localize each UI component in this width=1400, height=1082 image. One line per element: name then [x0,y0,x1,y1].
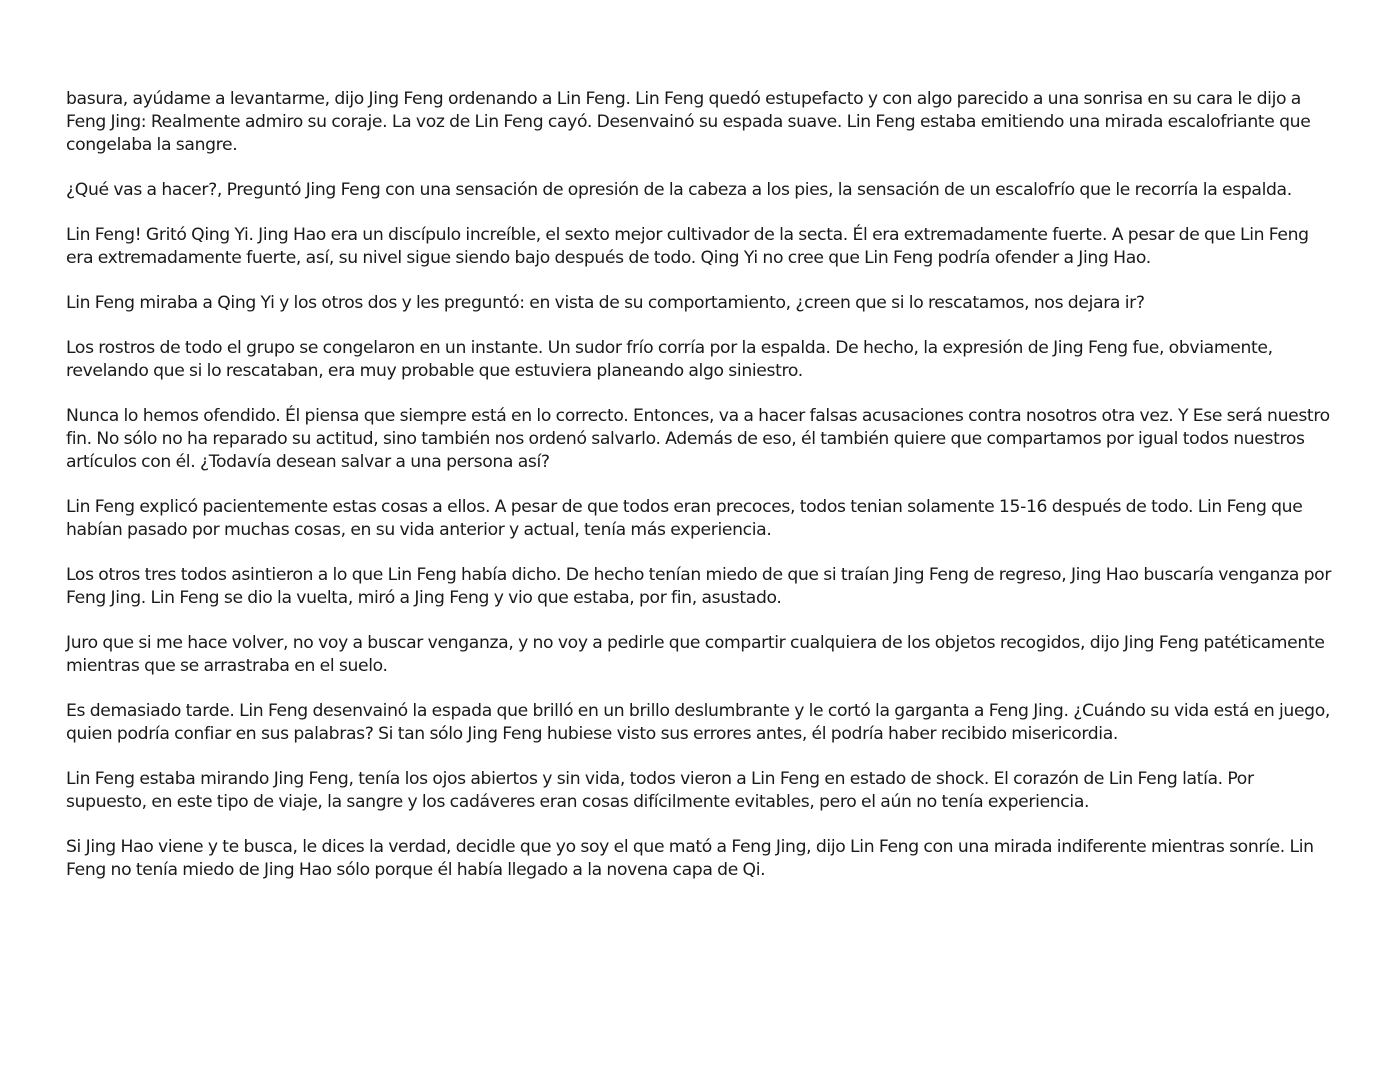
paragraph-12: Si Jing Hao viene y te busca, le dices la verdad, decidle que yo soy el que mató a Feng Jing, dijo Lin Feng con una mirada indiferente mientras sonríe. Lin Feng no tenía miedo de Jing Hao sólo porque él había llegado a la novena capa de Qi. [66,837,1314,880]
paragraph-6: Nunca lo hemos ofendido. Él piensa que siempre está en lo correcto. Entonces, va a hacer falsas acusaciones contra nosotros otra vez. Y Ese será nuestro fin. No sólo no ha reparado su actitud, sino también nos ordenó salvarlo. Además de eso, él también quiere que compartamos por igual todos nuestros artículos con él. ¿Todavía desean salvar a una persona así? [66,406,1330,472]
paragraph-10: Es demasiado tarde. Lin Feng desenvainó la espada que brilló en un brillo deslumbrante y le cortó la garganta a Feng Jing. ¿Cuándo su vida está en juego, quien podría confiar en sus palabras? Si tan sólo Jing Feng hubiese visto sus errores antes, él podría haber recibido misericordia. [66,701,1331,744]
paragraph-2: ¿Qué vas a hacer?, Preguntó Jing Feng con una sensación de opresión de la cabeza a los pies, la sensación de un escalofrío que le recorría la espalda. [66,180,1292,200]
paragraph-3: Lin Feng! Gritó Qing Yi. Jing Hao era un discípulo increíble, el sexto mejor cultivador de la secta. Él era extremadamente fuerte. A pesar de que Lin Feng era extremadamente fuerte, así, su nivel sigue siendo bajo después de todo. Qing Yi no cree que Lin Feng podría ofender a Jing Hao. [66,225,1309,268]
paragraph-5: Los rostros de todo el grupo se congelaron en un instante. Un sudor frío corría por la espalda. De hecho, la expresión de Jing Feng fue, obviamente, revelando que si lo rescataban, era muy probable que estuviera planeando algo siniestro. [66,338,1273,381]
paragraph-8: Los otros tres todos asintieron a lo que Lin Feng había dicho. De hecho tenían miedo de que si traían Jing Feng de regreso, Jing Hao buscaría venganza por Feng Jing. Lin Feng se dio la vuelta, miró a Jing Feng y vio que estaba, por fin, asustado. [66,565,1332,608]
paragraph-4: Lin Feng miraba a Qing Yi y los otros dos y les preguntó: en vista de su comportamiento, ¿creen que si lo rescatamos, nos dejara ir? [66,293,1145,313]
document-page [66,88,1334,904]
paragraph-11: Lin Feng estaba mirando Jing Feng, tenía los ojos abiertos y sin vida, todos vieron a Lin Feng en estado de shock. El corazón de Lin Feng latía. Por supuesto, en este tipo de viaje, la sangre y los cadáveres eran cosas difícilmente evitables, pero el aún no tenía experiencia. [66,769,1254,812]
paragraph-1: basura, ayúdame a levantarme, dijo Jing Feng ordenando a Lin Feng. Lin Feng quedó estupefacto y con algo parecido a una sonrisa en su cara le dijo a Feng Jing: Realmente admiro su coraje. La voz de Lin Feng cayó. Desenvainó su espada suave. Lin Feng estaba emitiendo una mirada escalofriante que congelaba la sangre. [66,89,1311,155]
paragraph-9: Juro que si me hace volver, no voy a buscar venganza, y no voy a pedirle que compartir cualquiera de los objetos recogidos, dijo Jing Feng patéticamente mientras que se arrastraba en el suelo. [66,633,1325,676]
paragraph-7: Lin Feng explicó pacientemente estas cosas a ellos. A pesar de que todos eran precoces, todos tenian solamente 15-16 después de todo. Lin Feng que habían pasado por muchas cosas, en su vida anterior y actual, tenía más experiencia. [66,497,1303,540]
